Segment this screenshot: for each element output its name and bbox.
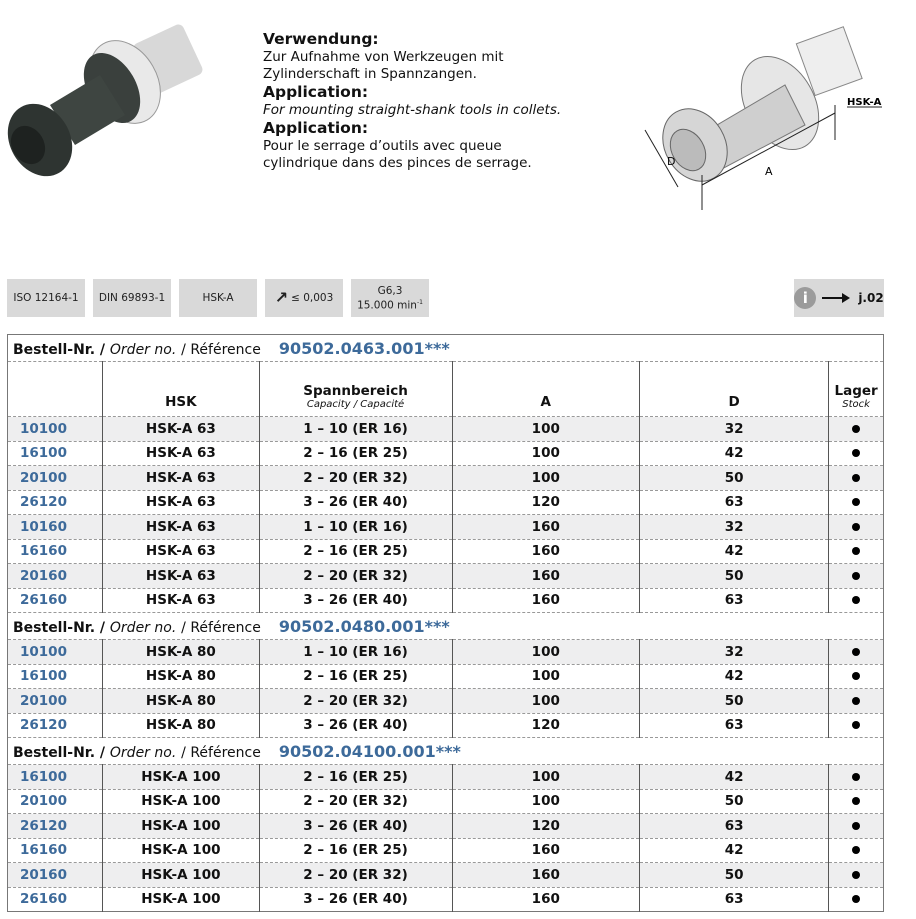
- cell-d: 50: [640, 564, 829, 589]
- cell-d: 63: [640, 814, 829, 839]
- table-row[interactable]: [8, 689, 884, 714]
- cell-code: 26160: [8, 588, 103, 613]
- in-stock-dot-icon: [852, 721, 860, 729]
- table-row[interactable]: [8, 588, 884, 613]
- order-number-cell: [8, 613, 884, 640]
- order-number-row: [8, 335, 884, 362]
- cell-d: 63: [640, 713, 829, 738]
- cell-capacity: 3 – 26 (ER 40): [259, 887, 452, 912]
- table-row[interactable]: [8, 789, 884, 814]
- header-capacity-sub: Capacity / Capacité: [306, 399, 405, 410]
- cell-stock: [829, 466, 884, 491]
- table-row[interactable]: [8, 441, 884, 466]
- cell-hsk: HSK-A 100: [103, 789, 259, 814]
- cell-stock: [829, 664, 884, 689]
- cell-d: 42: [640, 441, 829, 466]
- in-stock-dot-icon: [852, 773, 860, 781]
- cell-hsk: HSK-A 63: [103, 564, 259, 589]
- in-stock-dot-icon: [852, 547, 860, 555]
- de-heading: Verwendung:: [263, 30, 379, 48]
- header-capacity-label: Spannbereich: [303, 383, 408, 399]
- header-code: [8, 362, 103, 417]
- cell-capacity: 3 – 26 (ER 40): [259, 713, 452, 738]
- cell-capacity: 2 – 20 (ER 32): [259, 466, 452, 491]
- cell-capacity: 2 – 16 (ER 25): [259, 765, 452, 790]
- order-number-row: [8, 613, 884, 640]
- cell-d: 50: [640, 789, 829, 814]
- table-row[interactable]: [8, 490, 884, 515]
- order-number-cell: [8, 738, 884, 765]
- cell-capacity: 2 – 20 (ER 32): [259, 564, 452, 589]
- cell-capacity: 1 – 10 (ER 16): [259, 640, 452, 665]
- cell-d: 63: [640, 490, 829, 515]
- cell-a: 160: [452, 838, 639, 863]
- in-stock-dot-icon: [852, 449, 860, 457]
- product-photo: [0, 20, 240, 200]
- fr-text-1: Pour le serrage d’outils avec queue: [263, 138, 502, 154]
- cell-code: 26120: [8, 814, 103, 839]
- in-stock-dot-icon: [852, 425, 860, 433]
- cell-d: 32: [640, 515, 829, 540]
- header-stock-label: Lager: [834, 383, 878, 399]
- in-stock-dot-icon: [852, 697, 860, 705]
- in-stock-dot-icon: [852, 822, 860, 830]
- description: [263, 30, 603, 172]
- cell-stock: [829, 765, 884, 790]
- header-capacity: [259, 362, 452, 417]
- in-stock-dot-icon: [852, 797, 860, 805]
- cell-d: 42: [640, 539, 829, 564]
- in-stock-dot-icon: [852, 648, 860, 656]
- cell-hsk: HSK-A 63: [103, 588, 259, 613]
- order-number-row: [8, 738, 884, 765]
- technical-drawing: [620, 25, 910, 215]
- en-text: For mounting straight-shank tools in collets.: [263, 102, 562, 118]
- cell-hsk: HSK-A 63: [103, 441, 259, 466]
- cell-a: 100: [452, 689, 639, 714]
- cell-stock: [829, 789, 884, 814]
- table-row[interactable]: [8, 417, 884, 442]
- cell-a: 160: [452, 515, 639, 540]
- cell-stock: [829, 490, 884, 515]
- cell-d: 50: [640, 466, 829, 491]
- fr-text-2: cylindrique dans des pinces de serrage.: [263, 155, 532, 171]
- cell-capacity: 3 – 26 (ER 40): [259, 814, 452, 839]
- cell-d: 63: [640, 887, 829, 912]
- cell-stock: [829, 838, 884, 863]
- cell-hsk: HSK-A 100: [103, 814, 259, 839]
- table-row[interactable]: [8, 887, 884, 912]
- badge-hsk: HSK-A: [179, 279, 257, 317]
- cell-stock: [829, 887, 884, 912]
- in-stock-dot-icon: [852, 498, 860, 506]
- order-label-fr: / Référence: [181, 744, 261, 761]
- header-hsk: HSK: [103, 362, 259, 417]
- in-stock-dot-icon: [852, 871, 860, 879]
- cell-code: 20100: [8, 689, 103, 714]
- table-row[interactable]: [8, 640, 884, 665]
- cell-a: 100: [452, 664, 639, 689]
- cell-code: 26120: [8, 490, 103, 515]
- order-label-en: Order no.: [109, 744, 177, 761]
- cell-hsk: HSK-A 63: [103, 466, 259, 491]
- cell-stock: [829, 863, 884, 888]
- cell-a: 100: [452, 466, 639, 491]
- order-number-cell: [8, 335, 884, 362]
- in-stock-dot-icon: [852, 474, 860, 482]
- order-label-de: Bestell-Nr. /: [13, 341, 106, 358]
- cell-stock: [829, 564, 884, 589]
- table-row[interactable]: [8, 765, 884, 790]
- table-header: [8, 362, 884, 417]
- cell-d: 50: [640, 863, 829, 888]
- cell-stock: [829, 689, 884, 714]
- cell-a: 160: [452, 588, 639, 613]
- cell-hsk: HSK-A 100: [103, 863, 259, 888]
- cell-a: 100: [452, 640, 639, 665]
- cell-hsk: HSK-A 100: [103, 765, 259, 790]
- cell-a: 160: [452, 564, 639, 589]
- header-stock: [829, 362, 884, 417]
- table-row[interactable]: [8, 564, 884, 589]
- table-row[interactable]: [8, 515, 884, 540]
- runout-value: ≤ 0,003: [291, 292, 334, 304]
- badge-balance: [351, 279, 429, 317]
- in-stock-dot-icon: [852, 846, 860, 854]
- order-label-fr: / Référence: [181, 341, 261, 358]
- cell-hsk: HSK-A 80: [103, 640, 259, 665]
- cell-code: 16160: [8, 539, 103, 564]
- cell-d: 32: [640, 417, 829, 442]
- cell-d: 50: [640, 689, 829, 714]
- info-icon: i: [794, 287, 816, 309]
- info-reference-link[interactable]: [794, 279, 884, 317]
- cell-capacity: 2 – 20 (ER 32): [259, 863, 452, 888]
- cell-a: 160: [452, 539, 639, 564]
- cell-capacity: 2 – 20 (ER 32): [259, 689, 452, 714]
- cell-code: 10160: [8, 515, 103, 540]
- en-heading: Application:: [263, 83, 369, 101]
- cell-capacity: 1 – 10 (ER 16): [259, 515, 452, 540]
- table-row[interactable]: [8, 539, 884, 564]
- order-label-fr: / Référence: [181, 619, 261, 636]
- header-a: A: [452, 362, 639, 417]
- in-stock-dot-icon: [852, 672, 860, 680]
- cell-hsk: HSK-A 80: [103, 689, 259, 714]
- order-number: 90502.04100.001***: [278, 741, 461, 761]
- order-number: 90502.0463.001***: [278, 338, 450, 358]
- cell-capacity: 2 – 16 (ER 25): [259, 539, 452, 564]
- in-stock-dot-icon: [852, 895, 860, 903]
- cell-hsk: HSK-A 63: [103, 417, 259, 442]
- cell-d: 42: [640, 664, 829, 689]
- fr-heading: Application:: [263, 119, 369, 137]
- order-label-en: Order no.: [109, 341, 177, 358]
- cell-code: 20160: [8, 863, 103, 888]
- cell-capacity: 2 – 16 (ER 25): [259, 664, 452, 689]
- cell-hsk: HSK-A 63: [103, 539, 259, 564]
- cell-d: 42: [640, 765, 829, 790]
- info-reference: j.02: [858, 291, 884, 305]
- badge-din: DIN 69893-1: [93, 279, 171, 317]
- cell-capacity: 2 – 16 (ER 25): [259, 441, 452, 466]
- cell-capacity: 3 – 26 (ER 40): [259, 490, 452, 515]
- order-number: 90502.0480.001***: [278, 616, 450, 636]
- speed-exponent: -1: [416, 298, 423, 306]
- table-row[interactable]: [8, 664, 884, 689]
- cell-stock: [829, 539, 884, 564]
- cell-a: 100: [452, 441, 639, 466]
- table-row[interactable]: [8, 466, 884, 491]
- de-text-2: Zylinderschaft in Spannzangen.: [263, 66, 477, 82]
- cell-capacity: 3 – 26 (ER 40): [259, 588, 452, 613]
- table-row[interactable]: [8, 814, 884, 839]
- order-label-de: Bestell-Nr. /: [13, 619, 106, 636]
- de-text-1: Zur Aufnahme von Werkzeugen mit: [263, 49, 504, 65]
- cell-d: 32: [640, 640, 829, 665]
- cell-stock: [829, 417, 884, 442]
- cell-hsk: HSK-A 80: [103, 664, 259, 689]
- cell-hsk: HSK-A 80: [103, 713, 259, 738]
- cell-code: 26160: [8, 887, 103, 912]
- cell-code: 16100: [8, 765, 103, 790]
- drawing-label-hsk: HSK-A: [847, 97, 882, 108]
- table-row[interactable]: [8, 713, 884, 738]
- order-label-de: Bestell-Nr. /: [13, 744, 106, 761]
- badge-iso: ISO 12164-1: [7, 279, 85, 317]
- cell-stock: [829, 588, 884, 613]
- order-label-en: Order no.: [109, 619, 177, 636]
- cell-code: 16160: [8, 838, 103, 863]
- cell-code: 10100: [8, 640, 103, 665]
- table-row[interactable]: [8, 838, 884, 863]
- cell-stock: [829, 441, 884, 466]
- cell-a: 100: [452, 417, 639, 442]
- cell-stock: [829, 713, 884, 738]
- cell-a: 100: [452, 765, 639, 790]
- cell-hsk: HSK-A 63: [103, 515, 259, 540]
- speed-value: 15.000 min: [357, 299, 417, 312]
- drawing-label-d: D: [667, 155, 676, 168]
- header-d: D: [640, 362, 829, 417]
- cell-hsk: HSK-A 100: [103, 887, 259, 912]
- cell-d: 63: [640, 588, 829, 613]
- cell-code: 16100: [8, 441, 103, 466]
- cell-hsk: HSK-A 63: [103, 490, 259, 515]
- cell-code: 20100: [8, 789, 103, 814]
- in-stock-dot-icon: [852, 596, 860, 604]
- cell-stock: [829, 515, 884, 540]
- cell-a: 120: [452, 814, 639, 839]
- cell-capacity: 2 – 20 (ER 32): [259, 789, 452, 814]
- cell-capacity: 1 – 10 (ER 16): [259, 417, 452, 442]
- arrow-right-icon: [822, 297, 846, 299]
- badge-runout: [265, 279, 343, 317]
- cell-a: 160: [452, 887, 639, 912]
- in-stock-dot-icon: [852, 523, 860, 531]
- cell-a: 120: [452, 490, 639, 515]
- cell-d: 42: [640, 838, 829, 863]
- cell-a: 160: [452, 863, 639, 888]
- spec-badges: [7, 279, 429, 317]
- cell-stock: [829, 814, 884, 839]
- cell-hsk: HSK-A 100: [103, 838, 259, 863]
- in-stock-dot-icon: [852, 572, 860, 580]
- header-stock-sub: Stock: [842, 399, 870, 410]
- table-row[interactable]: [8, 863, 884, 888]
- cell-stock: [829, 640, 884, 665]
- cell-a: 120: [452, 713, 639, 738]
- cell-a: 100: [452, 789, 639, 814]
- cell-code: 10100: [8, 417, 103, 442]
- cell-code: 26120: [8, 713, 103, 738]
- cell-code: 16100: [8, 664, 103, 689]
- drawing-label-a: A: [765, 165, 773, 178]
- cell-code: 20160: [8, 564, 103, 589]
- cell-capacity: 2 – 16 (ER 25): [259, 838, 452, 863]
- product-table: [7, 334, 884, 912]
- balance-grade: G6,3: [377, 284, 403, 297]
- cell-code: 20100: [8, 466, 103, 491]
- runout-arrow-icon: ↗: [274, 288, 289, 307]
